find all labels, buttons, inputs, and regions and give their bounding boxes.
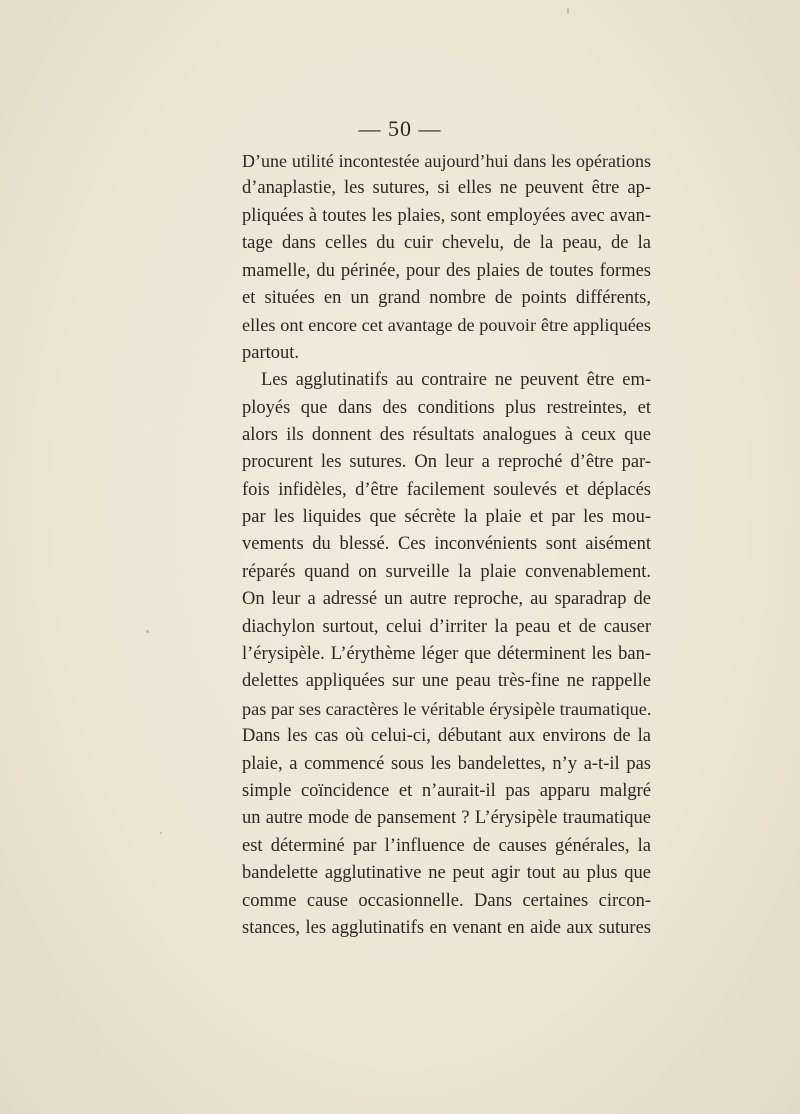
- text-line: et situées en un grand nombre de points différents,: [242, 287, 651, 308]
- paper-speck: [160, 832, 162, 834]
- paragraph-first-line: Les agglutinatifs au contraire ne peuvent être em-: [261, 370, 651, 391]
- text-line: réparés quand on surveille la plaie convenablement.: [242, 561, 651, 582]
- text-line: d’anaplastie, les sutures, si elles ne peuvent être ap-: [242, 178, 651, 199]
- text-line: elles ont encore cet avantage de pouvoir être appliquées: [242, 315, 651, 336]
- text-line: On leur a adressé un autre reproche, au sparadrap de: [242, 589, 651, 610]
- text-line: vements du blessé. Ces inconvénients sont aisément: [242, 534, 651, 555]
- text-line: D’une utilité incontestée aujourd’hui dans les opérations: [242, 151, 651, 171]
- text-line: par les liquides que sécrète la plaie et par les mou-: [242, 507, 651, 528]
- text-line: simple coïncidence et n’aurait-il pas apparu malgré: [242, 780, 651, 801]
- text-line: alors ils donnent des résultats analogues à ceux que: [242, 424, 651, 445]
- text-line: bandelette agglutinative ne peut agir tout au plus que: [242, 863, 651, 884]
- text-line: procurent les sutures. On leur a reproché d’être par-: [242, 452, 651, 473]
- paper-speck: [146, 630, 149, 633]
- text-line: l’érysipèle. L’érythème léger que déterminent les ban-: [242, 644, 651, 665]
- body-text: [242, 148, 651, 942]
- paper-speck: [567, 8, 569, 14]
- text-line: delettes appliquées sur une peau très-fine ne rappelle: [242, 671, 651, 692]
- text-line: stances, les agglutinatifs en venant en aide aux sutures: [242, 917, 651, 938]
- text-line: Dans les cas où celui-ci, débutant aux environs de la: [242, 726, 651, 747]
- text-line: plaie, a commencé sous les bandelettes, n’y a-t-il pas: [242, 753, 651, 774]
- text-line: un autre mode de pansement ? L’érysipèle traumatique: [242, 808, 651, 829]
- text-line: pliquées à toutes les plaies, sont employées avec avan-: [242, 205, 651, 226]
- text-line: pas par ses caractères le véritable érysipèle traumatique.: [242, 698, 652, 719]
- page-number: — 50 —: [358, 116, 442, 141]
- text-line: est déterminé par l’influence de causes générales, la: [242, 835, 651, 856]
- text-line: fois infidèles, d’être facilement soulevés et déplacés: [242, 479, 651, 500]
- text-line: ployés que dans des conditions plus restreintes, et: [242, 397, 651, 418]
- text-line: tage dans celles du cuir chevelu, de la peau, de la: [242, 233, 651, 254]
- text-line: partout.: [242, 342, 300, 363]
- text-line: mamelle, du périnée, pour des plaies de toutes formes: [242, 260, 651, 281]
- text-line: comme cause occasionnelle. Dans certaines circon-: [242, 890, 651, 911]
- text-line: diachylon surtout, celui d’irriter la peau et de causer: [242, 616, 651, 637]
